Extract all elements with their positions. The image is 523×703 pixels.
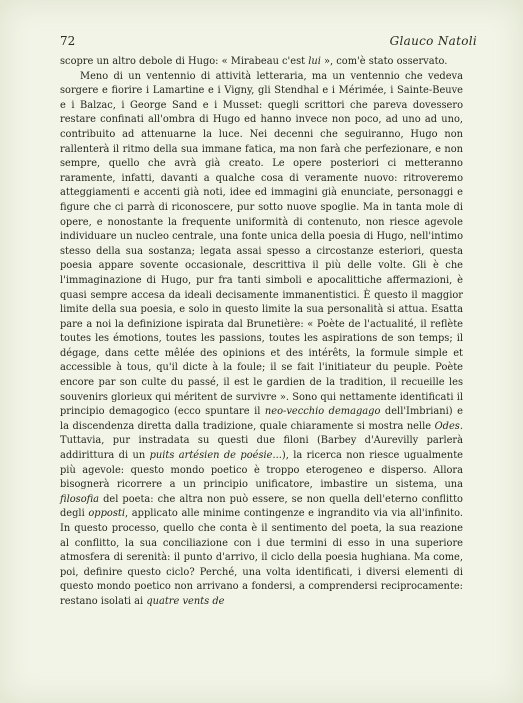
text-run: Meno di un ventennio di attività letteraria, ma un ventennio che vedeva sorgere e fiorire i Lamartine e i Vigny, gli Stendhal e i Mérimée, i Sainte-Beuve e i Balzac, i George Sand e i Musset: quegli scrittori che pareva dovessero restare confinati all'ombra di Hugo ed hanno invece non poco, ad uno ad uno, contribuito ad attenuarne la luce. Nei decenni che seguiranno, Hugo non rallenterà il ritmo della sua immane fatica, ma non farà che perfezionare, e non sempre, quello che avrà già creato. Le opere posteriori ci metteranno raramente, infatti, davanti a qualche cosa di veramente nuovo: ritroveremo atteggiamenti e accenti già noti, idee ed immagini già enunciate, personaggi e figure che ci parrà di riconoscere, pur sotto nuove spoglie. Ma in tanta mole di opere, e nonostante la frequente uniformità di contenuto, non riesce agevole individuare un nucleo centrale, una fonte unica della poesia di Hugo, nell'intimo stesso della sua sostanza; legata assai spesso a circostanze esteriori, questa poesia appare sovente occasionale, descrittiva il più delle volte. Gli è che l'immaginazione di Hugo, pur fra tanti simboli e apocalittiche affermazioni, è quasi sempre accesa da ideali decisamente immanentistici. È questo il maggior limite della sua poesia, e solo in questo limite la sua personalità si attua. Esatta pare a noi la definizione ispirata dal Brunetière: « Poète de l'actualité, il reflète toutes les émotions, toutes les passions, toutes les aspirations de son temps; il dégage, dans cette mêlée des opinions et des intérêts, la formule simple et accessible à tous, qu'il dicte à la foule; il se fait l'initiateur du peuple. Poète encore par son culte du passé, il est le gardien de la tradition, il recueille les souvenirs glorieux qui méritent de survivre ». Sono qui nettamente identificati il principio demagogico (ecco spuntare il [60, 70, 463, 418]
body-text [60, 55, 463, 610]
text-run: . Tuttavia, pur instradata su questi due filoni (Barbey d'Aurevilly parlerà addirittura di un [60, 420, 463, 462]
italic-text: filosofia [60, 493, 100, 505]
text-run: ), la ricerca non riesce ugualmente più agevole: questo mondo poetico è troppo eterogeneo e disperso. Allora bisognerà ricorrere a un principio unificatore, imbastire un sistema, una [60, 450, 463, 491]
running-header-author: Glauco Natoli [389, 34, 477, 48]
italic-text: opposti [88, 508, 125, 520]
italic-text: neo-vecchio demagago [264, 406, 381, 418]
text-run: , applicato alle minime contingenze e ingrandito via via all'infinito. In questo processo, quello che conta è il sentimento del poeta, la sua reazione al conflitto, la sua conciliazione con i due termini di esso in una superiore atmosfera di serenità: il punto d'arrivo, il ciclo della poesia hughiana. Ma come, poi, definire questo ciclo? Perché, una volta identificati, i diversi elementi di questo mondo poetico non arrivano a fondersi, a comprendersi reciprocamente: restano isolati ai [60, 508, 463, 607]
paragraph [60, 70, 463, 610]
italic-text: quatre vents de [146, 595, 225, 607]
italic-text: lui [308, 56, 321, 67]
text-run: dell'Imbriani) e la discendenza diretta dalla tradizione, quale chiaramente si mostra nelle [60, 406, 463, 432]
page-number: 72 [60, 34, 76, 48]
text-run: del poeta: che altra non può essere, se non quella dell'eterno conflitto degli [60, 493, 463, 520]
paragraph [60, 55, 463, 70]
text-run: scopre un altro debole di Hugo: « Mirabeau c'est [60, 56, 309, 67]
text-run: », com'è stato osservato. [320, 56, 448, 67]
italic-text: puits artésien de poésie... [149, 450, 282, 462]
italic-text: Odes [434, 420, 460, 432]
